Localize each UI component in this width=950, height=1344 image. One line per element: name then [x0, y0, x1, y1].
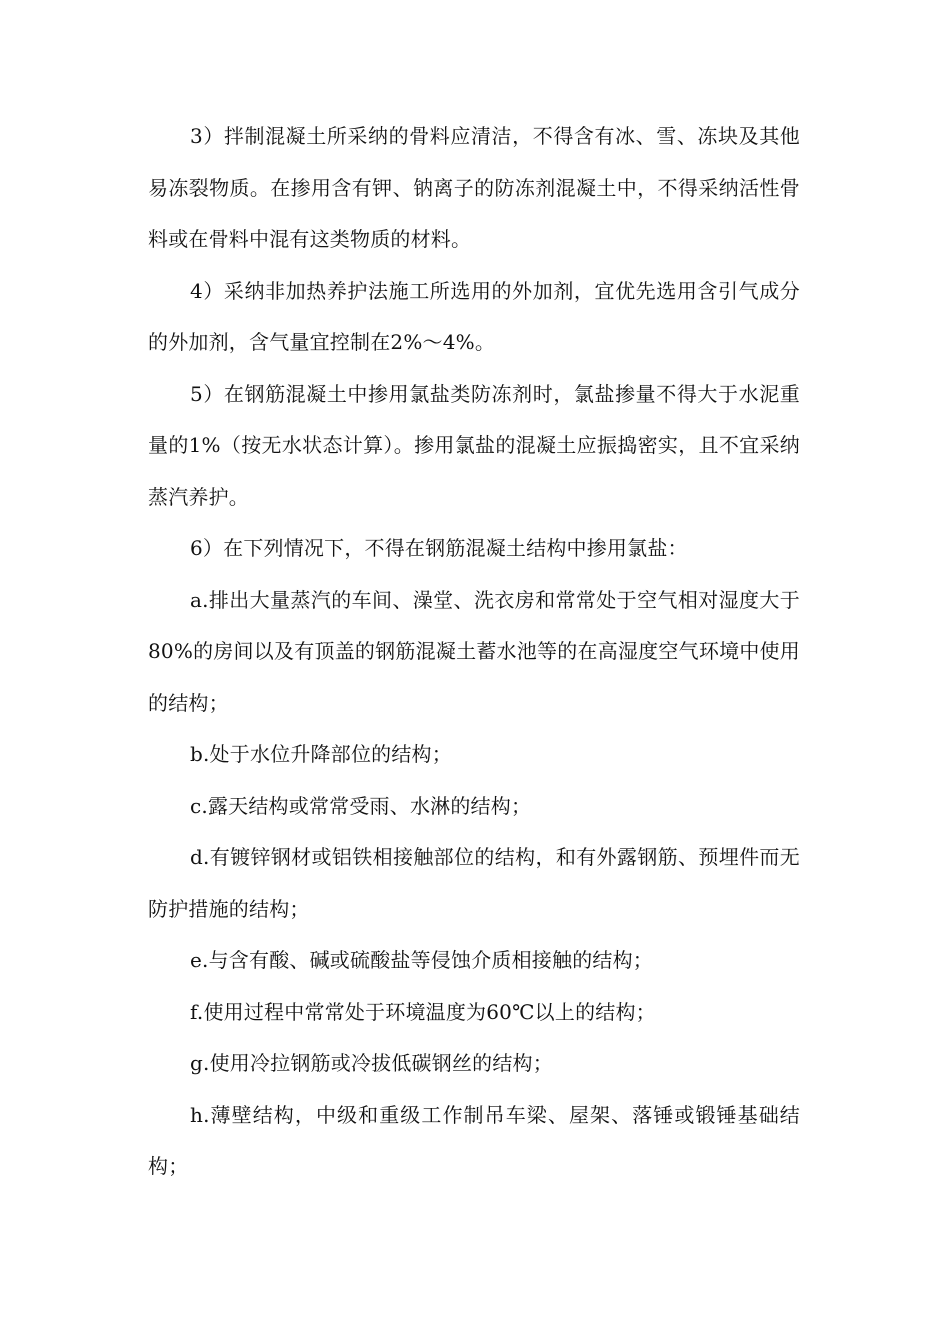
paragraph-item-3: 3）拌制混凝土所采纳的骨料应清洁，不得含有冰、雪、冻块及其他易冻裂物质。在掺用含有钾、钠离子的防冻剂混凝土中，不得采纳活性骨料或在骨料中混有这类物质的材料。	[148, 124, 800, 251]
list-item-h: h.薄壁结构，中级和重级工作制吊车梁、屋架、落锤或锻锤基础结构；	[148, 1102, 800, 1178]
list-item-f: f.使用过程中常常处于环境温度为60℃以上的结构；	[190, 999, 656, 1024]
list-item-g: g.使用冷拉钢筋或冷拔低碳钢丝的结构；	[190, 1051, 553, 1075]
document-page	[148, 111, 800, 1193]
list-item-c: c.露天结构或常常受雨、水淋的结构；	[190, 793, 532, 818]
paragraph-item-5: 5）在钢筋混凝土中掺用氯盐类防冻剂时，氯盐掺量不得大于水泥重量的1%（按无水状态计算）。掺用氯盐的混凝土应振捣密实，且不宜采纳蒸汽养护。	[148, 381, 800, 509]
paragraph-item-6: 6）在下列情况下，不得在钢筋混凝土结构中掺用氯盐：	[190, 536, 688, 560]
list-item-b: b.处于水位升降部位的结构；	[190, 742, 452, 766]
list-item-d: d.有镀锌钢材或铝铁相接触部位的结构，和有外露钢筋、预埋件而无防护措施的结构；	[148, 845, 800, 921]
paragraph-item-4: 4）采纳非加热养护法施工所选用的外加剂，宜优先选用含引气成分的外加剂，含气量宜控制在2%～4%。	[148, 278, 800, 354]
list-item-a: a.排出大量蒸汽的车间、澡堂、洗衣房和常常处于空气相对湿度大于80%的房间以及有顶盖的钢筋混凝土蓄水池等的在高湿度空气环境中使用的结构；	[148, 587, 800, 715]
list-item-e: e.与含有酸、碱或硫酸盐等侵蚀介质相接触的结构；	[190, 948, 653, 972]
